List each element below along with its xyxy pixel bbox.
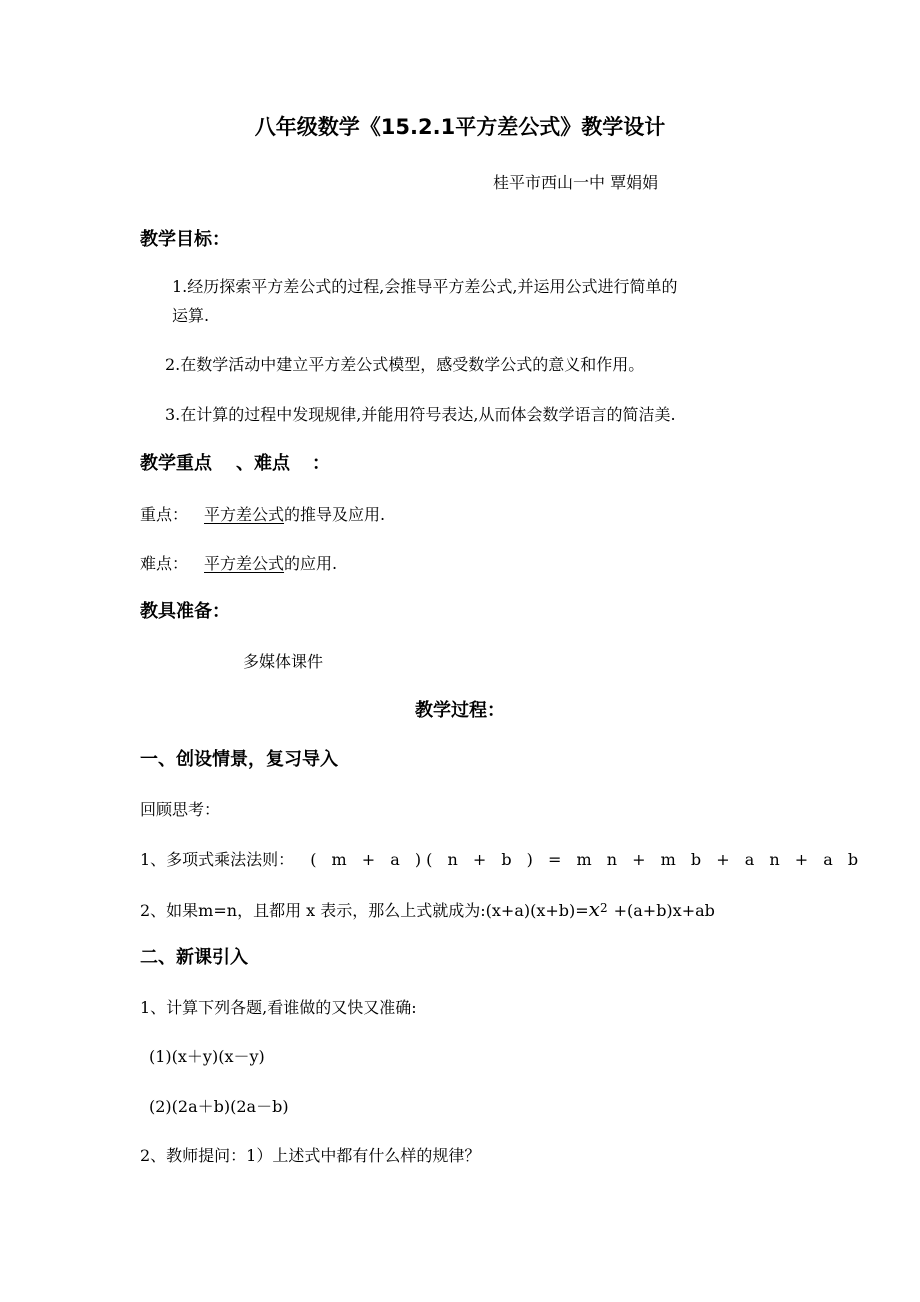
section-2-heading: 二、新课引入	[140, 947, 248, 968]
substitution-tail: +(a+b)x+ab	[613, 901, 715, 920]
author-line: 桂平市西山一中 覃娟娟	[493, 173, 659, 192]
section-1-heading: 一、创设情景，复习导入	[140, 749, 338, 770]
key-point-term: 平方差公式	[204, 505, 285, 524]
substitution-line	[140, 898, 715, 923]
objective-1-line-1: 1.经历探索平方差公式的过程,会推导平方差公式,并运用公式进行简单的	[172, 277, 678, 296]
difficult-point-line	[140, 553, 337, 575]
key-points-heading-part-1: 教学重点	[140, 453, 212, 474]
document-title: 八年级数学《15.2.1平方差公式》教学设计	[254, 115, 666, 139]
substitution-text: 2、如果m=n，且都用 x 表示，那么上式就成为:(x+a)(x+b)=	[140, 901, 589, 920]
objective-2: 2.在数学活动中建立平方差公式模型，感受数学公式的意义和作用。	[165, 355, 645, 374]
multiplication-rule-formula: ( m + a )( n + b ) = m n + m b + a n + a b	[310, 850, 864, 869]
key-point-line	[140, 504, 385, 526]
difficult-point-term: 平方差公式	[204, 554, 285, 573]
key-points-heading-part-2: 、难点	[236, 453, 290, 474]
x-variable: x	[588, 897, 600, 921]
teacher-question: 2、教师提问：1）上述式中都有什么样的规律？	[140, 1146, 481, 1165]
key-points-heading	[140, 452, 330, 476]
exercise-prompt: 1、计算下列各题,看谁做的又快又准确:	[140, 998, 417, 1017]
multiplication-rule-line	[140, 849, 863, 871]
difficult-point-rest: 的应用.	[284, 554, 338, 573]
process-heading: 教学过程：	[415, 700, 505, 721]
objective-1-line-2: 运算.	[172, 306, 210, 325]
objectives-heading: 教学目标：	[140, 229, 230, 250]
materials-heading: 教具准备：	[140, 601, 230, 622]
exercise-2: (2)(2a＋b)(2a－b)	[149, 1097, 289, 1116]
exercise-1: (1)(x＋y)(x－y)	[149, 1047, 265, 1066]
materials-item: 多媒体课件	[243, 652, 324, 671]
objective-3: 3.在计算的过程中发现规律,并能用符号表达,从而体会数学语言的简洁美.	[165, 405, 676, 424]
key-point-label: 重点：	[140, 505, 189, 524]
exponent: 2	[599, 901, 608, 915]
key-points-heading-colon: ：	[312, 453, 330, 474]
review-label: 回顾思考：	[140, 800, 221, 819]
difficult-point-label: 难点：	[140, 554, 189, 573]
multiplication-rule-label: 1、多项式乘法法则：	[140, 850, 295, 869]
key-point-rest: 的推导及应用.	[284, 505, 386, 524]
